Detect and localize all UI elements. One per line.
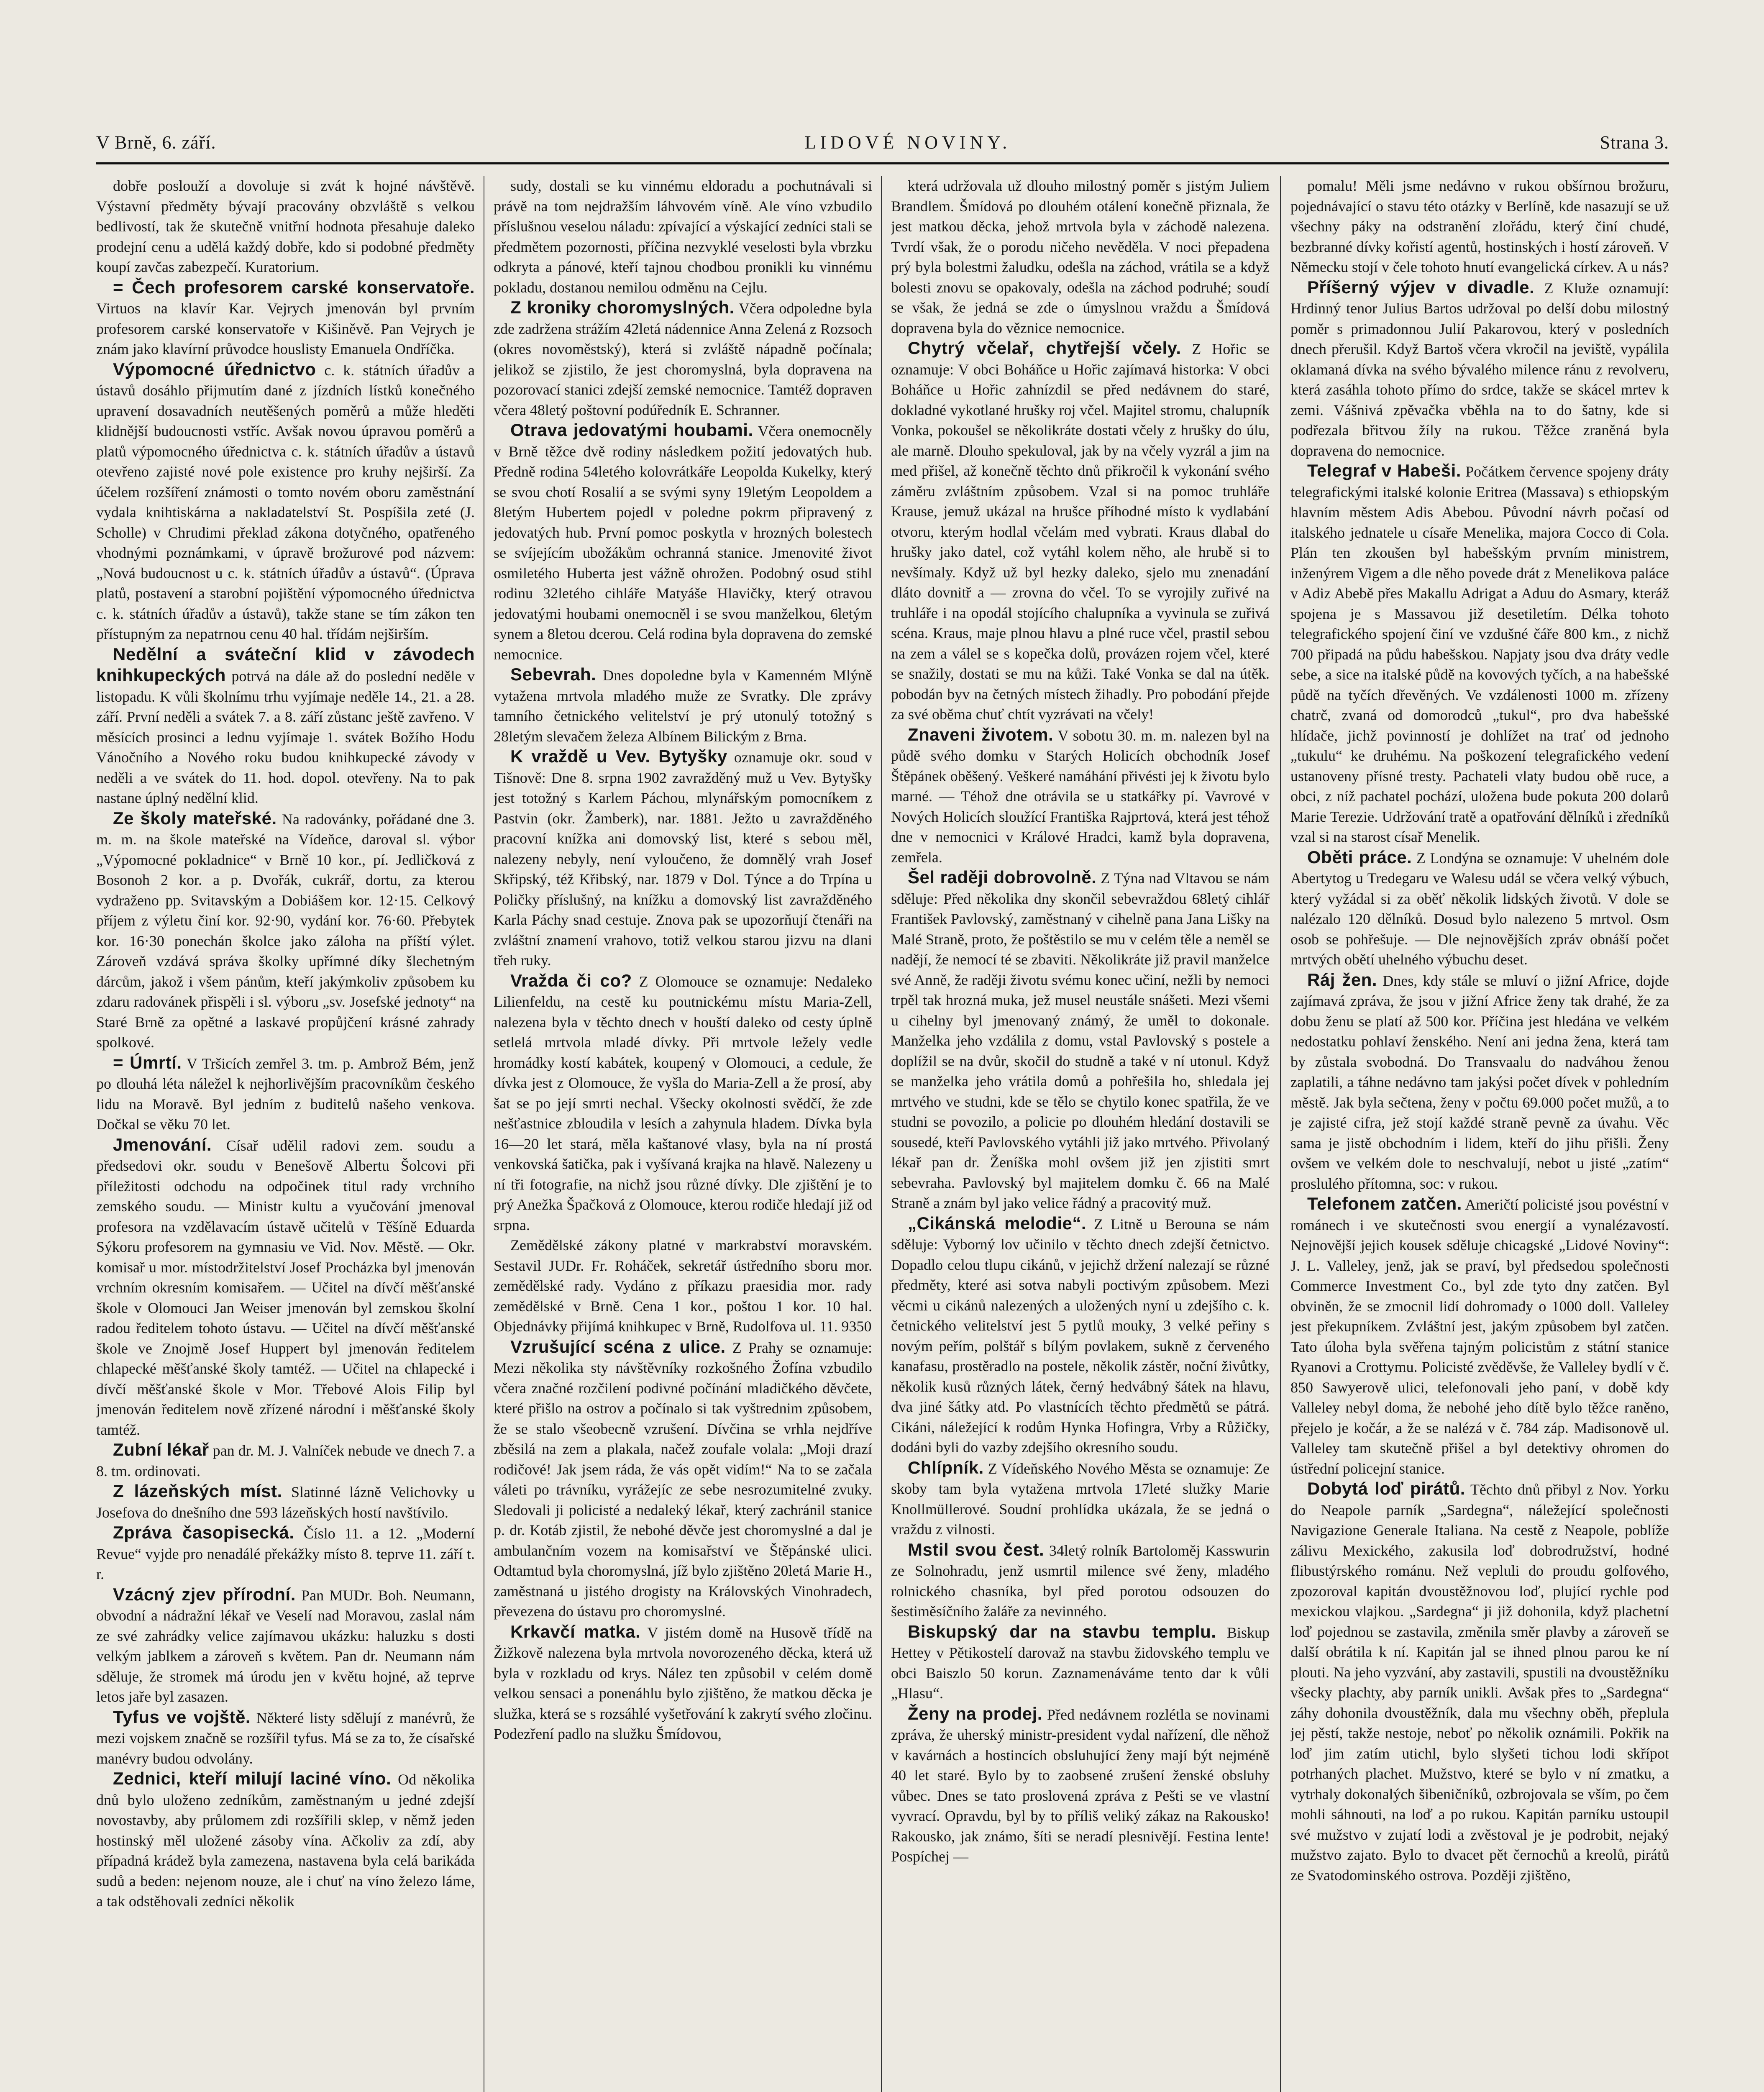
- news-item-text: [96, 808, 475, 1053]
- news-item-headline: Z lázeňských míst.: [113, 1481, 282, 1501]
- news-item: [494, 297, 872, 420]
- news-item-body: která udržovala už dlouho milostný poměr s jistým Juliem Brandlem. Šmídová po dlouhém otálení konečně přiznala, že jest matkou děcka, jehož mrtvola byla v záchodě nalezena. Tvrdí však, že o porodu ničeho nevěděla. V noci přepadena prý byla bolestmi žaludku, odešla na záchod, vrátila se a když bolesti znovu se opakovaly, odešla na záchod podruhé; soudí se však, že jedná se zde o úmyslnou vraždu a Šmídová dopravena byla do věznice nemocnice.: [891, 177, 1270, 336]
- news-item: [891, 1458, 1270, 1540]
- news-item-body: Včera onemocněly v Brně těžce dvě rodiny následkem požití jedovatých hub. Předně rodina 54letého kolovrátkáře Leopolda Kukelky, který se svou chotí Rosalií a se svými syny 19letým Leopoldem a 8letým Hubertem pojedl v poledne pokrm připravený z jedovatých hub. První pomoc poskytla v hrozných bolestech se svíjejícím ubožákům ochranná stanice. Jmenovité život osmiletého Huberta jest vážně ohrožen. Podobný osud stihl rodinu 32letého cihláře Matyáše Hlavičky, který otravou jedovatými houbami onemocněl i se svou manželkou, 6letým synem a 8letou dcerou. Celá rodina byla dopravena do zemské nemocnice.: [494, 423, 872, 663]
- news-item-text: [1290, 1479, 1669, 1885]
- news-item-body: Z Vídeňského Nového Města se oznamuje: Ze skoby tam byla vytažena mrtvola 17leté služky Marie Knollmüllerové. Soudní prohlídka ukázala, že se jedná o vraždu z vilnosti.: [891, 1460, 1270, 1538]
- news-item: [891, 1540, 1270, 1622]
- news-item: [96, 277, 475, 359]
- column-3: [891, 176, 1270, 2092]
- news-item: [96, 1584, 475, 1707]
- news-item-text: [1290, 461, 1669, 847]
- news-item: [494, 971, 872, 1236]
- news-item-headline: Vzácný zjev přírodní.: [113, 1584, 296, 1604]
- news-item-text: [96, 1135, 475, 1440]
- news-item-headline: Zubní lékař: [113, 1440, 209, 1459]
- news-item-text: [96, 359, 475, 644]
- news-item: [494, 664, 872, 746]
- news-item-headline: Zpráva časopisecká.: [113, 1523, 294, 1542]
- news-item: [1290, 1479, 1669, 1885]
- news-item-text: [494, 1337, 872, 1622]
- news-item: [494, 746, 872, 971]
- news-item: [891, 867, 1270, 1213]
- news-item-headline: Vzrušující scéna z ulice.: [510, 1336, 726, 1356]
- news-item-body: 34letý rolník Bartoloměj Kasswurin ze Solnohradu, jenž usmrtil milence své ženy, mladého rolnického chasníka, byl před porotou odsouzen do šestiměsíčního žaláře za nevinného.: [891, 1542, 1270, 1620]
- news-item-body: Z Hořic se oznamuje: V obci Boháňce u Hořic zajímavá historka: V obci Boháňce u Hořic zahnízdil se před nedávnem do staré, dokladné vykotlané hrušky roj včel. Majitel stromu, chalupník Vonka, pokoušel se několikráte dostati včely z hrušky do úlu, ale marně. Dlouho spekuloval, jak by na včely vyzrál a jim na med přišel, až konečně těchto dnů přikročil k vykonání svého záměru zvláštním způsobem. Vzal si na pomoc truhláře Krause, jemuž ukázal na hrušce příhodné místo k vydlabání otvoru, kterým hodlal včelám med vybrati. Kraus dlabal do hrušky jako datel, což vytáhl kolem něho, ale hrubě si to nevšímaly. Když už byl hezky daleko, sjelo mu znenadání dláto dovnitř a — zrovna do včel. To se vyrojily zuřivé na truhláře i na opodál stojícího chalupníka a vyvinula se zuřivá scéna. Kraus, maje plnou hlavu a plné ruce včel, prastil sebou na zem a válel se s kopečka dolů, provázen rojem včel, které se snažily, dostati se mu na kůži. Také Vonka se dal na útěk. pobodán byv na četných místech žihadly. Pro pobodání přejde za své oběma chuť chtít vyzrávati na včely!: [891, 341, 1270, 723]
- news-item-text: [494, 971, 872, 1236]
- news-item-body: c. k. státních úřadův a ústavů dosáhlo přijmutím dané z jízdních lístků konečného upravení dosavadních neutěšených poměrů a může hleděti klidnější budoucnosti vstříc. Avšak novou úpravou poměrů a platů výpomocného úřednictva c. k. státních úřadův a ústavů otevřeno zajisté nové pole existence pro kruhy nejširší. Za účelem rozšíření známosti o tomto novém oboru zaměstnání vydala knihtiskárna a nakladatelství St. Pospíšila zeté (J. Scholle) v Chrudimi překlad zákona dotyčného, opatřeného vhodnými poznámkami, v úpravě brožurové pod názvem: „Nová budoucnost u c. k. státních úřadův a ústavů“. (Úprava platů, postavení a starobní pojištění výpomocného úřednictva c. k. státních úřadův a ústavů), takže stane se tím zákon ten přístupným za nepatrnou cenu 40 hal. třídám nejširším.: [96, 361, 475, 642]
- news-item: [96, 359, 475, 644]
- news-item-text: [891, 1458, 1270, 1540]
- news-item: [891, 338, 1270, 725]
- masthead-title: LIDOVÉ NOVINY.: [804, 132, 1011, 153]
- column-2: [494, 176, 872, 2092]
- news-item-headline: Mstil svou čest.: [908, 1539, 1045, 1559]
- news-item: [96, 808, 475, 1053]
- news-item: [96, 1440, 475, 1481]
- news-item: [96, 1523, 475, 1584]
- news-item-body: Na radovánky, pořádané dne 3. m. m. na škole mateřské na Vídeňce, daroval sl. výbor „Výpomocné pokladnice“ v Brně 10 kor., pí. Jedličková z Bosonoh 2 kor. a p. Dvořák, cukrář, dortu, za kterou vydraženo pp. Svitavským a Dobiášem kor. 12·15. Celkový příjem z výletu činí kor. 92·90, vydání kor. 76·60. Přebytek kor. 16·30 ponechán školce jako záloha na příští výlet. Zároveň vzdává správa školky upřímné díky šlechetným dárcům, jakož i všem pánům, kteří jakýmkoliv způsobem ku zdaru radovánek přispěli i sl. výboru „sv. Josefské jednoty“ na Staré Brně za opětné a laskavé propůjčení krásné zahrady spolkové.: [96, 810, 475, 1051]
- news-item-body: Virtuos na klavír Kar. Vejrych jmenován byl prvním profesorem carské konservatoře v Kišiněvě. Pan Vejrych je znám jako klavírní průvodce houslisty Emanuela Ondříčka.: [96, 300, 475, 357]
- page-number: Strana 3.: [1600, 132, 1669, 153]
- news-item-text: [96, 277, 475, 359]
- news-item-text: [96, 1523, 475, 1584]
- news-item-headline: Biskupský dar na stavbu templu.: [908, 1621, 1216, 1641]
- news-item-headline: Příšerný výjev v divadle.: [1307, 277, 1535, 297]
- news-item: [891, 1622, 1270, 1704]
- news-item-headline: Tyfus ve vojště.: [113, 1707, 251, 1727]
- news-item-headline: „Cikánská melodie“.: [908, 1213, 1087, 1233]
- news-item-text: [494, 1622, 872, 1744]
- news-item: [1290, 970, 1669, 1194]
- news-item-headline: Telegraf v Habeši.: [1307, 461, 1461, 480]
- news-item-body: Některé listy sdělují z manévrů, že mezi vojskem značně se rozšířil tyfus. Má se za to, že císařské manévry budou odvolány.: [96, 1709, 475, 1767]
- news-item-text: [891, 867, 1270, 1213]
- news-item-text: [891, 176, 1270, 338]
- news-item-headline: Otrava jedovatými houbami.: [510, 420, 753, 440]
- news-item-body: Číslo 11. a 12. „Moderní Revue“ vyjde pro nenadálé překážky místo 8. teprve 11. září t. r.: [96, 1525, 475, 1582]
- news-item-body: Z Týna nad Vltavou se nám sděluje: Před několika dny skončil sebevraždou 68letý cihlář František Pavlovský, zaměstnaný v cihelně pana Jana Lišky na Malé Straně, proto, že poštěstilo se mu v celém těle a neměl se nadějí, že nemocí té se zbaviti. Několikráte již pravil manželce své Anně, že raději životu svému konec učiní, nežli by nemoci trpěl tak hrozná muka, jež musel neustále snášeti. Mezi všemi u cihelny byl jmenovaný známý, že uměl to dokonale. Manželka jeho vzdálila z domu, vstal Pavlovský s postele a doplížil se na dvůr, skočil do studně a také v ní utonul. Když se manželka jeho vrátila domů a pohřešila ho, shledala jej mrtvého ve studni, kde se tělo se chytilo konec spatřila, že ve studni se povozilo, a policie po dlouhém hledání dostavili se sousedé, kteří Pavlovského vytáhli již jako mrtvého. Přivolaný lékař pan dr. Ženíška mohl ovšem již jen zjistiti smrt sebevraha. Pavlovský byl majitelem domku č. 66 na Malé Straně a znám byl jako velice řádný a pracovitý muž.: [891, 870, 1270, 1211]
- news-item-body: oznamuje okr. soud v Tišnově: Dne 8. srpna 1902 zavražděný muž u Vev. Bytyšky jest totožný s Karlem Páchou, mlynářským pomocníkem z Pastvin (okr. Žamberk), nar. 1881. Ježto u zavražděného pracovní knížka ani domovský list, které s sebou měl, nalezeny nebyly, není vyloučeno, že domnělý vrah Josef Skřipský, též Křibský, nar. 1879 v Dol. Týnce a do Trpína u Poličky příslušný, na knížku a domovský list zavražděného Karla Páchy snad cestuje. Znova pak se upozorňují čtenáři na zvláštní znamení vrahovo, totiž velkou starou jizvu na dlani třeh ruky.: [494, 749, 872, 969]
- news-item: [891, 1704, 1270, 1867]
- news-item-headline: K vraždě u Vev. Bytyšky: [510, 746, 727, 766]
- news-item-text: [891, 1622, 1270, 1704]
- column-4: [1290, 176, 1669, 2092]
- header-rule: [96, 162, 1669, 164]
- news-item-body: Dnes dopoledne byla v Kamenném Mlýně vytažena mrtvola mladého muže ze Svratky. Dle zprávy tamního četnického velitelství je prý utonulý totožný s 28letým slevačem železa Albínem Bilickým z Brna.: [494, 667, 872, 745]
- news-item: [96, 1769, 475, 1912]
- header-date: V Brně, 6. září.: [96, 132, 216, 153]
- news-item-headline: Ráj žen.: [1307, 969, 1377, 990]
- news-item-text: [96, 1053, 475, 1135]
- news-item-body: pan dr. M. J. Valníček nebude ve dnech 7. a 8. tm. ordinovati.: [96, 1442, 475, 1479]
- news-item-text: [96, 1707, 475, 1769]
- news-item-headline: = Úmrtí.: [113, 1052, 182, 1072]
- news-item-headline: Ženy na prodej.: [908, 1703, 1042, 1723]
- news-item-headline: Výpomocné úřednictvo: [113, 359, 316, 379]
- news-item: [1290, 1194, 1669, 1479]
- news-item-text: [891, 338, 1270, 725]
- news-item-body: Z Kluže oznamují: Hrdinný tenor Julius Bartos udržoval po delší dobu milostný poměr s primadonnou Julií Pakarovou, který v posledních dnech přerušil. Když Bartoš včera vkročil na jeviště, vypálila oklamaná dívka na svého bývalého milence ránu z revolveru, která zasáhla tohoto přímo do srdce, takže se skácel mrtev k zemi. Vášnivá zpěvačka vběhla na to do šatny, kde si podřezala břitvou žíly na rukou. Těžce zraněná byla dopravena do nemocnice.: [1290, 279, 1669, 459]
- news-item-body: Císař udělil radovi zem. soudu a předsedovi okr. soudu v Benešově Albertu Šolcovi při příležitosti odchodu na odpočinek titul rady vrchního zemského soudu. — Ministr kultu a vyučování jmenoval profesora na vzdělavacím ústavě učitelů v Těšíně Eduarda Sýkoru profesorem na gymnasiu ve Vid. Nov. Městě. — Okr. komisař u mor. místodržitelství Josef Procházka byl jmenován vrchním okresním komisařem. — Učitel na dívčí měšťanské škole v Olomouci Jan Weiser jmenován byl zemskou školní radou ředitelem tohoto ústavu. — Učitel na dívčí měšťanské škole ve Znojmě Josef Huppert byl jmenován ředitelem chlapecké měšťanské školy tamtéž. — Učitel na chlapecké i dívčí měšťanské škole v Mor. Třebové Alois Filip byl jmenován ředitelem nově zřízené národní i měšťanské školy tamtéž.: [96, 1137, 475, 1438]
- news-item-body: Z Londýna se oznamuje: V uhelném dole Abertytog u Tredegaru ve Walesu udál se včera velký výbuch, který vyžádal si za oběť několik lidských životů. V dole se nalézalo 120 dělníků. Dosud bylo nalezeno 5 mrtvol. Osm osob se pohřešuje. — Dle nejnovějších zpráv obnáší počet mrtvých obětí uhelného výbuchu deset.: [1290, 849, 1669, 968]
- news-item-body: Včera odpoledne byla zde zadržena strážím 42letá nádennice Anna Zelená z Rozsoch (okres novoměstský), která si zvláště nápadně počínala; jelikož se zjistilo, že jest choromyslná, byla dopravena na pozorovací stanici zdejší zemské nemocnice. Tamtéž dopraven včera 48letý poštovní podúředník E. Schranner.: [494, 300, 872, 418]
- news-item-body: dobře poslouží a dovoluje si zvát k hojné návštěvě. Výstavní předměty bývají pracovány obzvláště s velkou bedlivostí, tak že skutečně vnitřní hodnota přesahuje daleko prodejní cenu a udělá každý dobře, kdo si podobné předměty koupí zavčas zabezpečí. Kuratorium.: [96, 177, 475, 275]
- news-item-text: [1290, 847, 1669, 970]
- news-item-text: [96, 1769, 475, 1912]
- news-item-text: [96, 1481, 475, 1523]
- news-item-headline: Chytrý včelař, chytřejší včely.: [908, 338, 1181, 358]
- news-item-headline: Chlípník.: [908, 1457, 984, 1477]
- news-item-text: [494, 746, 872, 971]
- news-item-text: [891, 1213, 1270, 1458]
- news-item-text: [494, 297, 872, 420]
- article-columns: [96, 176, 1669, 2092]
- news-item: [96, 644, 475, 808]
- news-item-headline: Krkavčí matka.: [510, 1621, 641, 1641]
- news-item-body: pomalu! Měli jsme nedávno v rukou obšírnou brožuru, pojednávající o stavu této otázky v Berlíně, kde nasazují se už všechny páky na odstranění zlořádu, který činí chudé, bezbranné dívky kořistí agentů, hostinských i hostí zároveň. V Německu stojí v čele tohoto hnutí evangelická církev. A u nás?: [1290, 177, 1669, 275]
- news-item-text: [1290, 176, 1669, 277]
- news-item-headline: Dobytá loď pirátů.: [1307, 1479, 1465, 1498]
- news-item-headline: Telefonem zatčen.: [1307, 1194, 1462, 1213]
- page-header: [96, 126, 1669, 159]
- news-item: [96, 176, 475, 277]
- news-item-body: Počátkem července spojeny dráty telegrafickými italské kolonie Eritrea (Massava) s ethiopským hlavním městem Adis Abebou. Původní návrh počasí od italského jednatele u císaře Menelika, majora Cocco di Cola. Plán ten zkoušen byl habešským prvním ministrem, inženýrem Vigem a dle něho povede drát z Menelikova paláce v Adiz Abebě přes Makallu Adrigat a Aduu do Asmary, kteráž spojena je s Massavou již desetiletím. Délka tohoto telegrafického spojení činí ve vzdušné čáře 800 km., z nichž 700 připadá na půdu habešskou. Napjaty jsou dva dráty vedle sebe, a sice na italské půdě na kovových tyčích, a na habešské půdě na tyčích dřevěných. Ve vzdálenosti 1000 m. zřízeny chatrč, zvaná od domorodců „tukul“, pro dva habešské hlídače, jichž povinností je dohlížet na trať od jednoho „tukulu“ ke druhému. Na poškození telegrafického vedení ustanoveny přísné tresty. Pachateli vlaty budou obě ruce, a obci, z níž pachatel pochází, uložena bude pokuta 200 dolarů Marie Terezie. Udržování tratě a opatřování dělníků i zředníků vzal si na starost císař Menelik.: [1290, 463, 1669, 845]
- news-item-text: [1290, 970, 1669, 1194]
- news-item: [1290, 277, 1669, 461]
- news-item-headline: Sebevrah.: [510, 664, 597, 684]
- news-item: [494, 176, 872, 297]
- news-item-headline: Nedělní a sváteční klid v závodech knihkupeckých: [96, 644, 475, 685]
- news-item-text: [96, 1440, 475, 1481]
- news-item-text: [891, 1540, 1270, 1622]
- news-item: [96, 1053, 475, 1135]
- news-item-body: Pan MUDr. Boh. Neumann, obvodní a nádražní lékař ve Veselí nad Moravou, zaslal nám ze své zahrádky velice zajímavou ukázku: haluzku s dosti velkým jablkem a zároveň s květem. Pan dr. Neumann nám sděluje, že stromek má úrodu jen v květu hojné, až teprve letos jaře byl zasazen.: [96, 1587, 475, 1705]
- news-item-body: Z Prahy se oznamuje: Mezi několika sty návštěvníky rozkošného Žofína vzbudilo včera značné rozčilení podivné počínání mladičkého děvčete, které přišlo na ostrov a počínalo si tak vyštrednim způsobem, že se stalo všeobecně vzrušení. Dívčina se vrhla nejdříve zběsilá na zem a plakala, načež zoufale volala: „Moji drazí rodičové! Jak jsem ráda, že vás opět vidím!“ Na to se začala váleti po trávníku, vyrážejíc ze sebe nesrozumitelné zvuky. Sledovali ji policisté a nedaleký lékař, který zachránil stanice p. dr. Kotáb zjistil, že nebohé děvče jest choromyslné a dal je ambulančním vozem na komisařství ve Štěpánské ulici. Odtamtud byla choromyslná, jíž bylo zjištěno 20letá Marie H., zaměstnaná u jistého drogisty na Královských Vinohradech, převezena do ústavu pro choromyslné.: [494, 1339, 872, 1620]
- news-item-text: [96, 1584, 475, 1707]
- news-item-text: [494, 1235, 872, 1337]
- news-item-headline: = Čech profesorem carské konservatoře.: [113, 277, 475, 297]
- news-item: [494, 420, 872, 664]
- news-item-text: [494, 664, 872, 746]
- news-item-text: [494, 176, 872, 297]
- news-item: [891, 176, 1270, 338]
- news-item-text: [891, 725, 1270, 868]
- newspaper-page: [96, 126, 1669, 2092]
- news-item-body: Dnes, kdy stále se mluví o jižní Africe, dojde zajímavá zpráva, že jsou v jižní Africe ženy tak drahé, že za dobu ženu se platí až 500 kor. Příčina jest hledána ve velkém nedostatku pohlaví ženského. Není ani jedna žena, která tam by zůstala svobodná. Do Transvaalu do nadváhou ženou zaplatili, a táhne nedávno tam jakýsi počet dívek v pohledním městě. Jak byla sečtena, ženy v počtu 69.000 počet mužů, a to je zajisté cifra, jež stojí každé straně pevně za úvahu. Věc sama je jistě obchodním i lidem, kteří do jihu přišli. Ženy ovšem ve velkém dole to neschvalují, nebot u jisté „zatím“ proslulého přítomna, soc: v rukou.: [1290, 972, 1669, 1192]
- news-item-body: V sobotu 30. m. m. nalezen byl na půdě svého domku v Starých Holicích obchodník Josef Štěpánek oběšený. Veškeré namáhání přivésti jej k životu bylo marné. — Téhož dne otrávila se u statkářky pí. Vavrové v Nových Holicích sloužící Františka Rajprtová, která jest téhož dne v nemocnici v Králové Hradci, kamž byla dopravena, zemřela.: [891, 727, 1270, 866]
- news-item-body: potrvá na dále až do poslední neděle v listopadu. K vůli školnímu trhu vyjímaje neděle 14., 21. a 28. září. První neděli a svátek 7. a 8. září zůstanc ještě zavřeno. V měsících prosinci a lednu vyjímaje 1. svátek Božího Hodu Vánočního a Nového roku budou knihkupecké závody v neděli a ve svátek do 11. hod. dopol. otevřeny. Na to pak nastane úplný nedělní klid.: [96, 668, 475, 806]
- news-item-body: sudy, dostali se ku vinnému eldoradu a pochutnávali si právě na tom nejdražším láhvovém víně. Ale víno vzbudilo příslušnou veselou náladu: zpívající a výskající zedníci stali se předmětem pozornosti, příčina nezvyklé veselosti byla vbrzku odkryta a pánové, kteří tajnou chodbou pronikli ku vinnému pokladu, dostanou nemilou odměnu na Cejlu.: [494, 177, 872, 296]
- news-item: [891, 725, 1270, 868]
- news-item-body: V jistém domě na Husově třídě na Žižkově nalezena byla mrtvola novorozeného děcka, která už byla v rozkladu od krys. Nález ten způsobil v celém domě velkou sensaci a ponenáhlu bylo zjištěno, že matkou děcka je služka, která se s rozsáhlé vyšetřování k zakrytí svého zločinu. Podezření padlo na služku Šmídovou,: [494, 1624, 872, 1742]
- news-item: [96, 1135, 475, 1440]
- news-item: [494, 1337, 872, 1622]
- news-item-body: Z Olomouce se oznamuje: Nedaleko Lilienfeldu, na cestě ku poutnickému místu Maria-Zell, nalezena byla v těchto dnech v houští daleko od cesty úplně setlelá mrtvola mladé dívky. Při mrtvole ležely vedle hromádky kostí kabátek, koupený v Olomouci, a cedule, že dívka jest z Olomouce, že vyšla do Maria-Zell a že prosí, aby šat se po její smrti nechal. Všecky okolnosti svědčí, že zde nešťastnice zbloudila v lesích a zahynula hladem. Dívka byla 16—20 let stará, měla kaštanové vlasy, byla na ní prostá venkovská šatička, pak i vyšívaná krajka na hlavě. Nalezeny u ní tři fotografie, na nichž jsou různé dívky. Dle zjištění je to prý Anežka Špačková z Olomouce, kterou rodiče hledají již od srpna.: [494, 973, 872, 1233]
- news-item-headline: Oběti práce.: [1307, 847, 1412, 867]
- news-item: [494, 1622, 872, 1744]
- column-1: [96, 176, 475, 2092]
- news-item-text: [1290, 1194, 1669, 1479]
- news-item-headline: Z kroniky choromyslných.: [510, 297, 735, 317]
- news-item: [1290, 461, 1669, 847]
- news-item-headline: Šel raději dobrovolně.: [908, 867, 1097, 887]
- news-item-body: Z Litně u Berouna se nám sděluje: Vyborný lov učinilo v těchto dnech zdejší četnictvo. Dopadlo celou tlupu cikánů, v jejichž držení nalezají se různé předměty, které asi sotva nabyli poctivým způsobem. Mezi věcmi u cikánů nalezených a uložených nyní u zdejšího c. k. četnického velitelství jest 5 pytlů mouky, 3 velké peřiny s novým peřím, polštář s bílým povlakem, sukně z červeného kanafasu, prostěradlo na postele, několik zástěr, noční živůtky, několik kusů různých látek, černý hedvábný šátek na hlavu, dva jiné šátky atd. Po vlastnících těchto předmětů se pátrá. Cikáni, náležející k rodům Hynka Hofingra, Vrby a Růžičky, dodáni byli do vazby zdejšího okresního soudu.: [891, 1215, 1270, 1456]
- news-item-text: [96, 176, 475, 277]
- news-item-headline: Vražda či co?: [510, 970, 632, 990]
- news-item-text: [494, 420, 872, 664]
- news-item-headline: Ze školy mateřské.: [113, 808, 277, 828]
- news-item-body: Slatinné lázně Velichovky u Josefova do dnešního dne 593 lázeňských hostí navštívilo.: [96, 1484, 475, 1521]
- news-item-text: [96, 644, 475, 808]
- news-item-body: V Tršicích zemřel 3. tm. p. Ambrož Bém, jenž po dlouhá léta náležel k nejhorlivějším pracovníkům českého lidu na Moravě. Byl jedním z buditelů našeho venkova. Dočkal se věku 70 let.: [96, 1055, 475, 1133]
- news-item-text: [1290, 277, 1669, 461]
- news-item: [891, 1213, 1270, 1458]
- news-item-headline: Zednici, kteří milují laciné víno.: [113, 1769, 392, 1788]
- news-item-body: Biskup Hettey v Pětikostelí darovaž na stavbu židovského templu ve obci Baiszlo 50 korun. Zaznamenáváme tento dar k vůli „Hlasu“.: [891, 1624, 1270, 1702]
- news-item-body: Zemědělské zákony platné v markrabství moravském. Sestavil JUDr. Fr. Roháček, sekretář ústředního sboru mor. zemědělské rady. Vydáno z příkazu praesidia mor. rady zemědělské v Brně. Cena 1 kor., poštou 1 kor. 10 hal. Objednávky přijímá knihkupec v Brně, Rudolfova ul. 11. 9350: [494, 1237, 872, 1335]
- news-item-body: Před nedávnem rozlétla se novinami zpráva, že uherský ministr-president vydal nařízení, dle něhož v kavárnách a hostincích obsluhující ženy mají být nejméně 40 let staré. Bylo by to zaobsené zrušení ženské obsluhy vůbec. Dnes se tato proslovená zpráva z Pešti se ve vlastní vyvrací. Opravdu, byl by to příliš veliký zákaz na Rakousko! Rakousko, jak známo, šíti se neradí plesnivějí. Festina lente! Pospíchej —: [891, 1706, 1270, 1865]
- news-item-headline: Znaveni životem.: [908, 724, 1054, 744]
- news-item: [1290, 176, 1669, 277]
- news-item: [96, 1707, 475, 1769]
- news-item-body: Američtí policisté jsou povéstní v románech i ve skutečnosti svou energií a vynalézavostí. Nejnovější jejich kousek sděluje chicagské „Lidové Noviny“: J. L. Valleley, jenž, jak se praví, byl předsedou společnosti Commerce Investment Co., byl zde tyto dny zatčen. Byl obviněn, že se zmocnil lidí dohromady o 1000 doll. Valleley jest překupníkem. Zvláštní jest, jakým způsobem byl zatčen. Tato úloha byla svěřena tajným policistům z státní stanice Ryanovi a Crottymu. Policisté zvěděvše, že Valleley bydlí v č. 850 Sawyerově ulici, telefonovali jeho paní, v době kdy Valleley nebyl doma, že nebohé jeho dítě bylo těžce raněno, přejelo je kočár, a že se nalézá v č. 784 záp. Madisonově ul. Valleley tam skutečně přišel a byl detektivy ohromen do ústřední policejní stanice.: [1290, 1196, 1669, 1477]
- news-item-text: [891, 1704, 1270, 1867]
- news-item-body: Od několika dnů bylo uloženo zedníkům, zaměstnaným u jedné zdejší novostavby, aby průlomem zdi rozšířili sklep, v němž jeden hostinský měl uložené zásoby vína. Ačkoliv za zdí, aby případná krádež byla zamezena, nastavena byla celá barikáda sudů a beden: nejenom nouze, ale i chuť na víno železo láme, a tak odstěhovali zedníci několik: [96, 1771, 475, 1910]
- news-item-headline: Jmenování.: [113, 1134, 212, 1154]
- news-item-body: Těchto dnů přibyl z Nov. Yorku do Neapole parník „Sardegna“, náležející společnosti Navigazione Generale Italiana. Na cestě z Neapole, poblíže zálivu Mexického, zakusila loď dobrodružství, hodné flibustýrského románu. Než vepluli do proudu golfového, zpozoroval kapitán dvoustěžnovou loď, plující rychle pod mexickou vlajkou. „Sardegna“ ji již dohonila, když plachetní loď pojednou se zastavila, změnila směr plavby a zároveň se další obrátila k ní. Kapitán jal se ihned plnou parou ke ní plouti. Na jeho vyzvání, aby zastavili, spustili na dvoustěžníku všecky plachty, aby parník unikli. Avšak přes to „Sardegna“ záhy dohonila dvoustěžník, dala mu všechny oběh, přeplula jej pěstí, takže nestoje, neboť po několik oznámili. Pokřik na loď jim zatím utichl, bylo slyšeti tichou lodi skřípot potrhaných plachet. Mužstvo, které se bylo v ní zmatku, a vytrhaly dokonalých šibeničníků, ozbrojovala se vším, po čem mohli sáhnouti, na loď a po rukou. Kapitán parníku ustoupil své mužstvo v zujatí lodi a zvěstoval je je podrobit, nejaký mužstvo zajato. Bylo to dvacet pět černochů a kreolů, pirátů ze Svatodominského ostrova. Později zjištěno,: [1290, 1481, 1669, 1884]
- news-item: [494, 1235, 872, 1337]
- news-item: [1290, 847, 1669, 970]
- news-item: [96, 1481, 475, 1523]
